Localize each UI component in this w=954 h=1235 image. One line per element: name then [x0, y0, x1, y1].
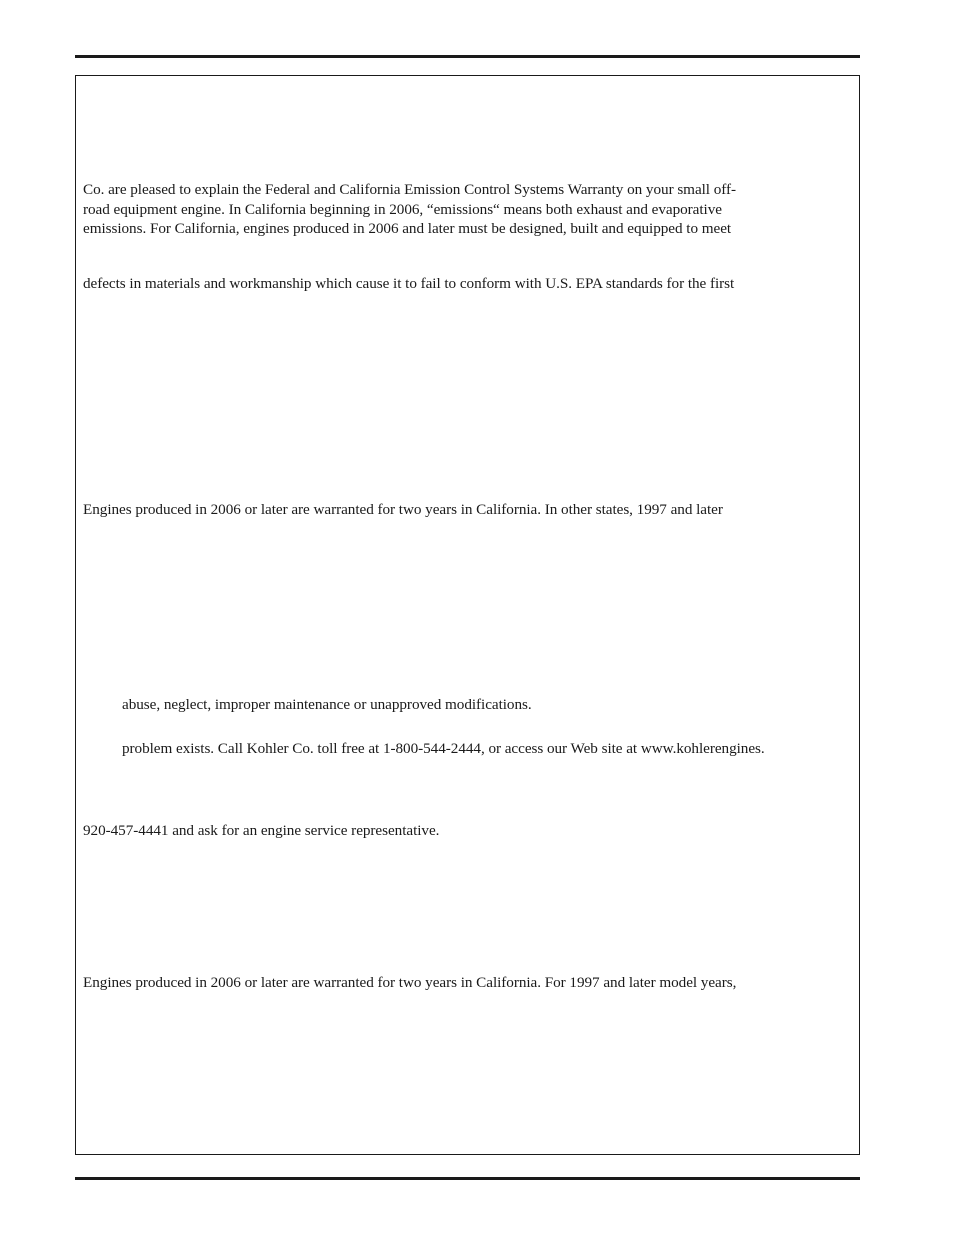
bottom-rule — [75, 1177, 860, 1180]
intro-line-1: Co. are pleased to explain the Federal and California Emission Control Systems Warranty on your small off- — [83, 181, 737, 198]
intro-line-2: road equipment engine. In California beginning in 2006, “emissions“ means both exhaust and evaporative — [83, 201, 722, 218]
phone-line: 920-457-4441 and ask for an engine service representative. — [83, 822, 440, 839]
contact-list-item: problem exists. Call Kohler Co. toll free at 1-800-544-2444, or access our Web site at www.kohlerengines. — [122, 740, 765, 757]
intro-line-3: emissions. For California, engines produced in 2006 and later must be designed, built and equipped to meet — [83, 220, 732, 237]
top-rule — [75, 55, 860, 58]
model-years-line: Engines produced in 2006 or later are warranted for two years in California. For 1997 and later model years, — [83, 974, 737, 991]
exclusion-list-item: abuse, neglect, improper maintenance or unapproved modifications. — [122, 696, 532, 713]
defects-line: defects in materials and workmanship which cause it to fail to conform with U.S. EPA standards for the first — [83, 275, 735, 292]
warranty-period-line: Engines produced in 2006 or later are warranted for two years in California. In other states, 1997 and later — [83, 501, 723, 518]
